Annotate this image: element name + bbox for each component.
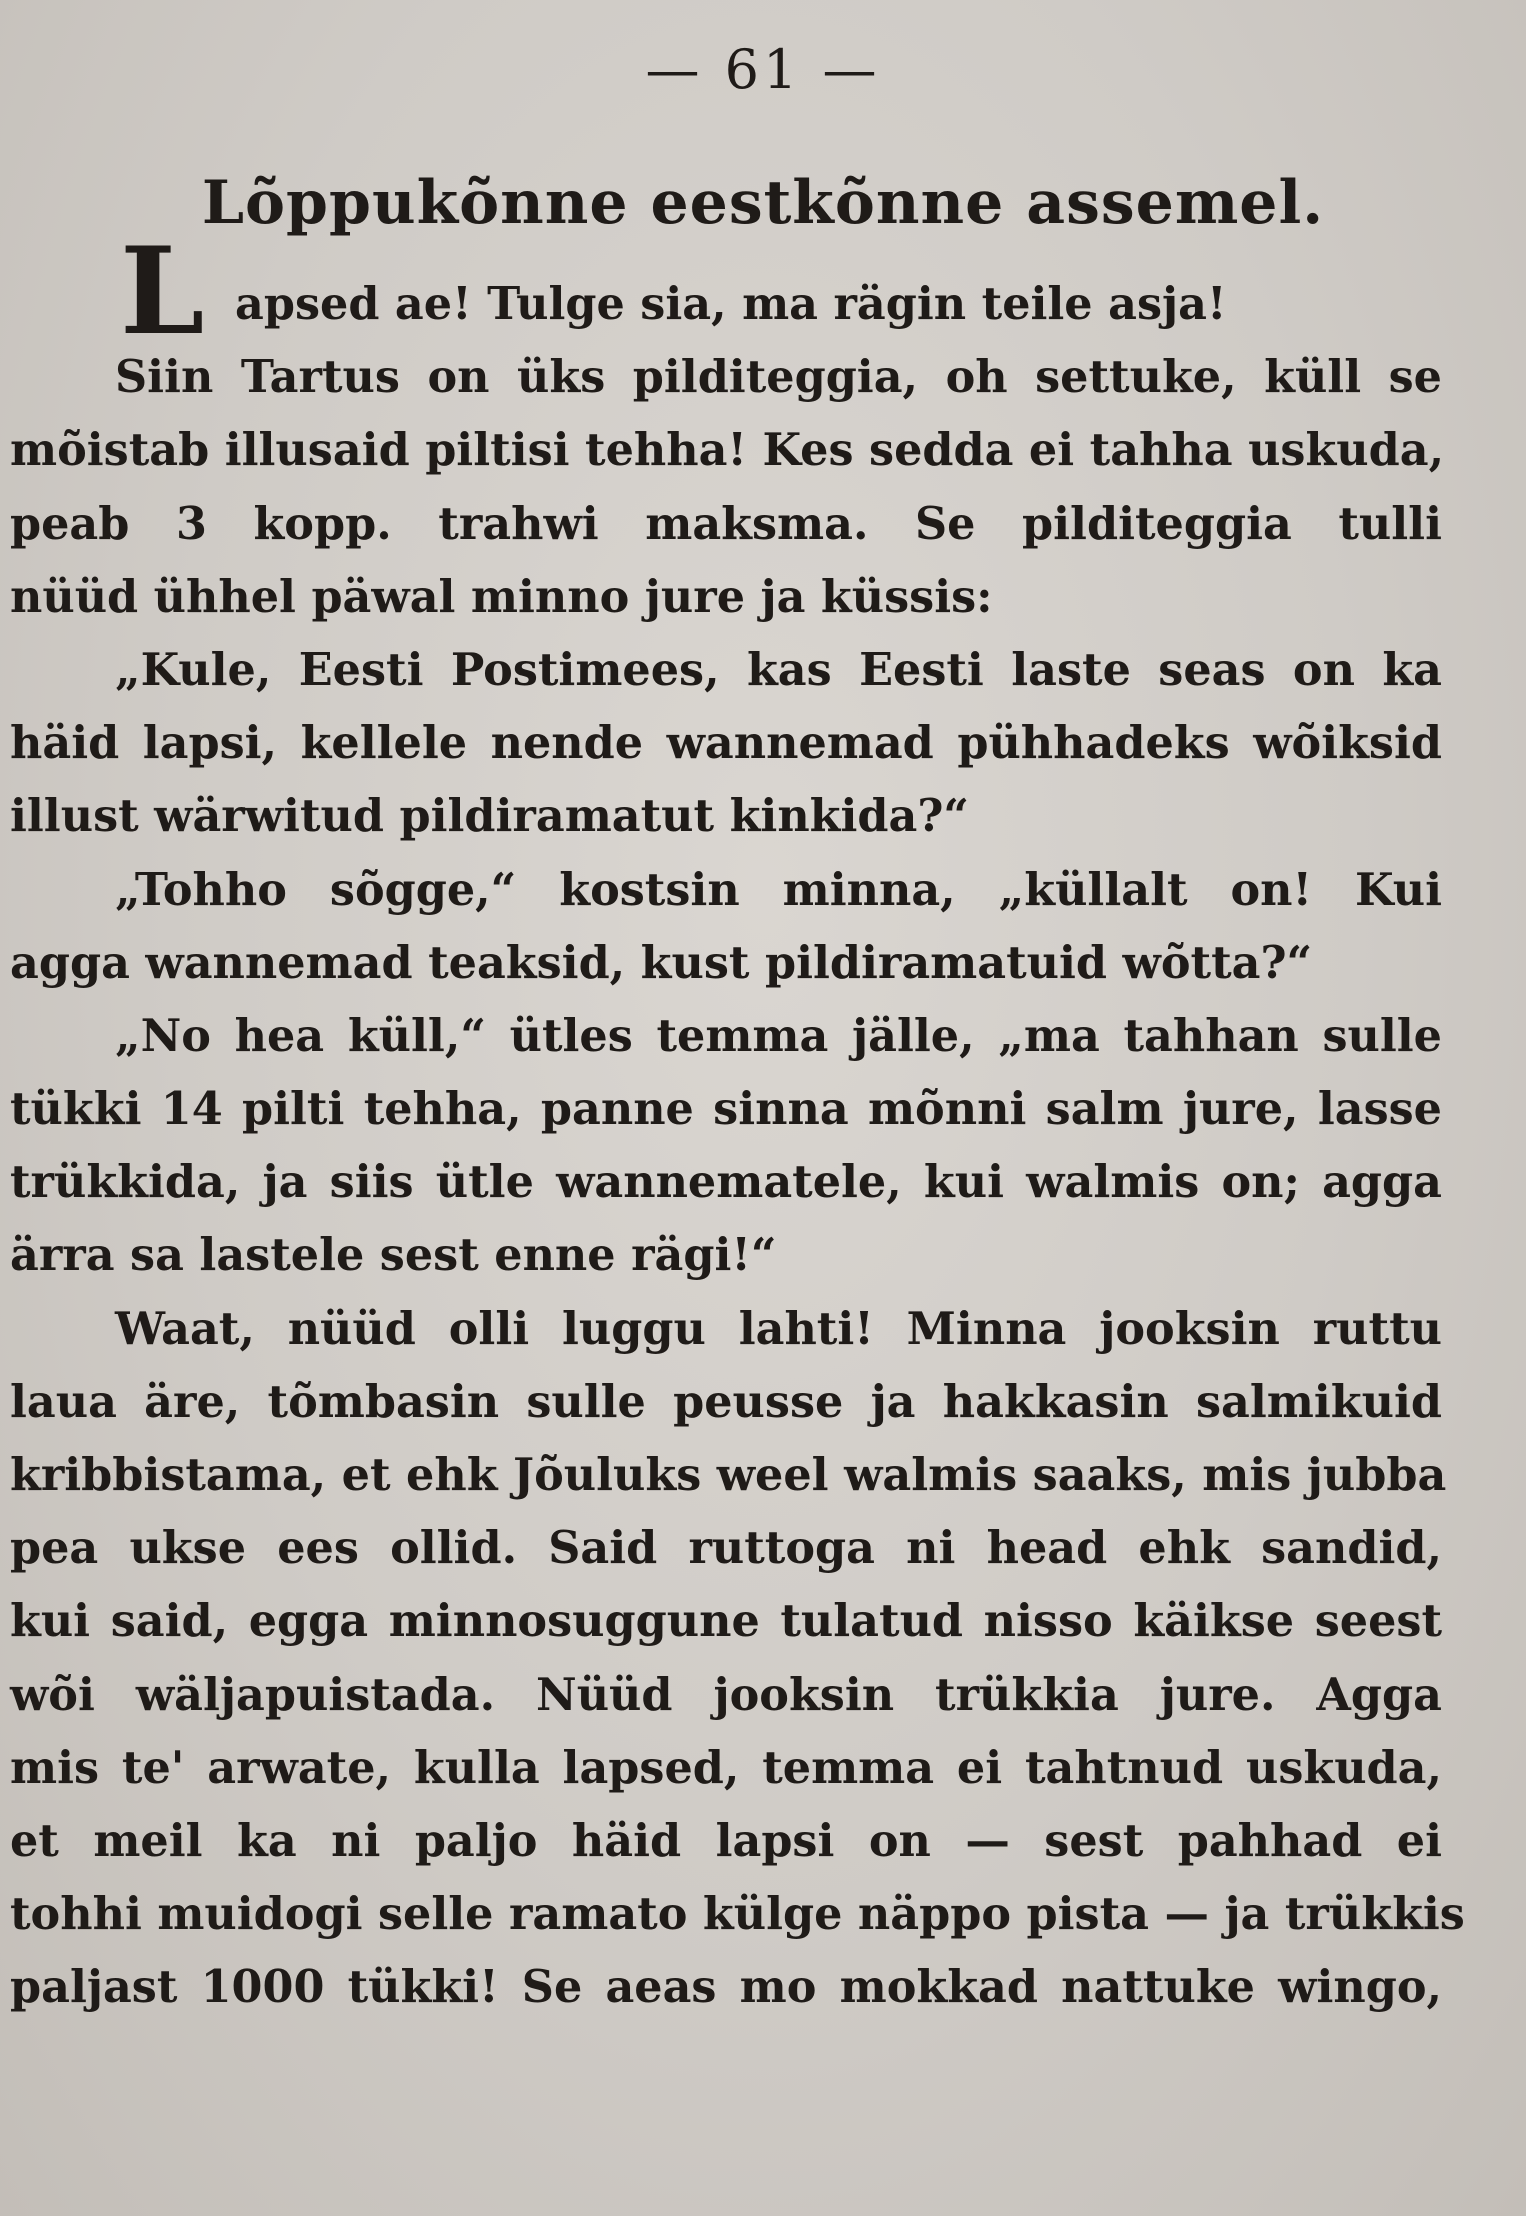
text-line-17: kribbistama, et ehk Jõuluks weel walmis saaks, mis jubba [10,1449,1447,1501]
text-line-2: Siin Tartus on üks pilditeggia, oh settuke, küll se [115,351,1442,404]
text-line-11: „No hea küll,“ ütles temma jälle, „ma tahhan sulle [115,1009,1442,1062]
text-line-13: trükkida, ja siis ütle wannematele, kui walmis on; agga [10,1156,1442,1209]
text-line-24: paljast 1000 tükki! Se aeas mo mokkad nattuke wingo, [10,1961,1442,2014]
text-line-3: mõistab illusaid piltisi tehha! Kes sedda ei tahha uskuda, [10,424,1445,477]
text-line-8: illust wärwitud pildiramatut kinkida?“ [10,790,970,843]
text-line-16: laua äre, tõmbasin sulle peusse ja hakkasin salmikuid [10,1375,1442,1428]
text-line-4: peab 3 kopp. trahwi maksma. Se pilditeggia tulli [10,497,1442,550]
body-text [10,221,1465,2025]
text-line-15: Waat, nüüd olli luggu lahti! Minna jooksin ruttu [115,1302,1442,1355]
text-line-23: tohhi muidogi selle ramato külge näppo pista — ja trükkis [10,1888,1465,1941]
text-line-19: kui said, egga minnosuggune tulatud nisso käikse seest [10,1595,1442,1648]
text-line-22: et meil ka ni paljo häid lapsi on — sest pahhad ei [10,1814,1442,1867]
text-line-10: agga wannemad teaksid, kust pildiramatuid wõtta?“ [10,936,1313,989]
drop-cap: L [120,221,205,362]
text-line-9: „Tohho sõgge,“ kostsin minna, „küllalt on! Kui [115,863,1442,916]
text-line-20: wõi wäljapuistada. Nüüd jooksin trükkia jure. Agga [10,1668,1442,1721]
text-line-1 [10,221,1442,362]
text-line-6: „Kule, Eesti Postimees, kas Eesti laste seas on ka [115,643,1442,696]
text-line-5: nüüd ühhel päwal minno jure ja küssis: [10,570,993,623]
text-line-12: tükki 14 pilti tehha, panne sinna mõnni salm jure, lasse [10,1083,1442,1136]
text-line-7: häid lapsi, kellele nende wannemad pühhadeks wõiksid [10,717,1442,770]
text-line-1-content: apsed ae! Tulge sia, ma rägin teile asja! [235,278,1227,330]
text-line-21: mis te' arwate, kulla lapsed, temma ei tahtnud uskuda, [10,1741,1442,1794]
chapter-title: Lõppukõnne eestkõnne assemel. [201,168,1325,238]
page-number: — 61 — [645,38,881,101]
text-line-18: pea ukse ees ollid. Said ruttoga ni head ehk sandid, [10,1522,1442,1575]
text-line-14: ärra sa lastele sest enne rägi!“ [10,1229,777,1282]
